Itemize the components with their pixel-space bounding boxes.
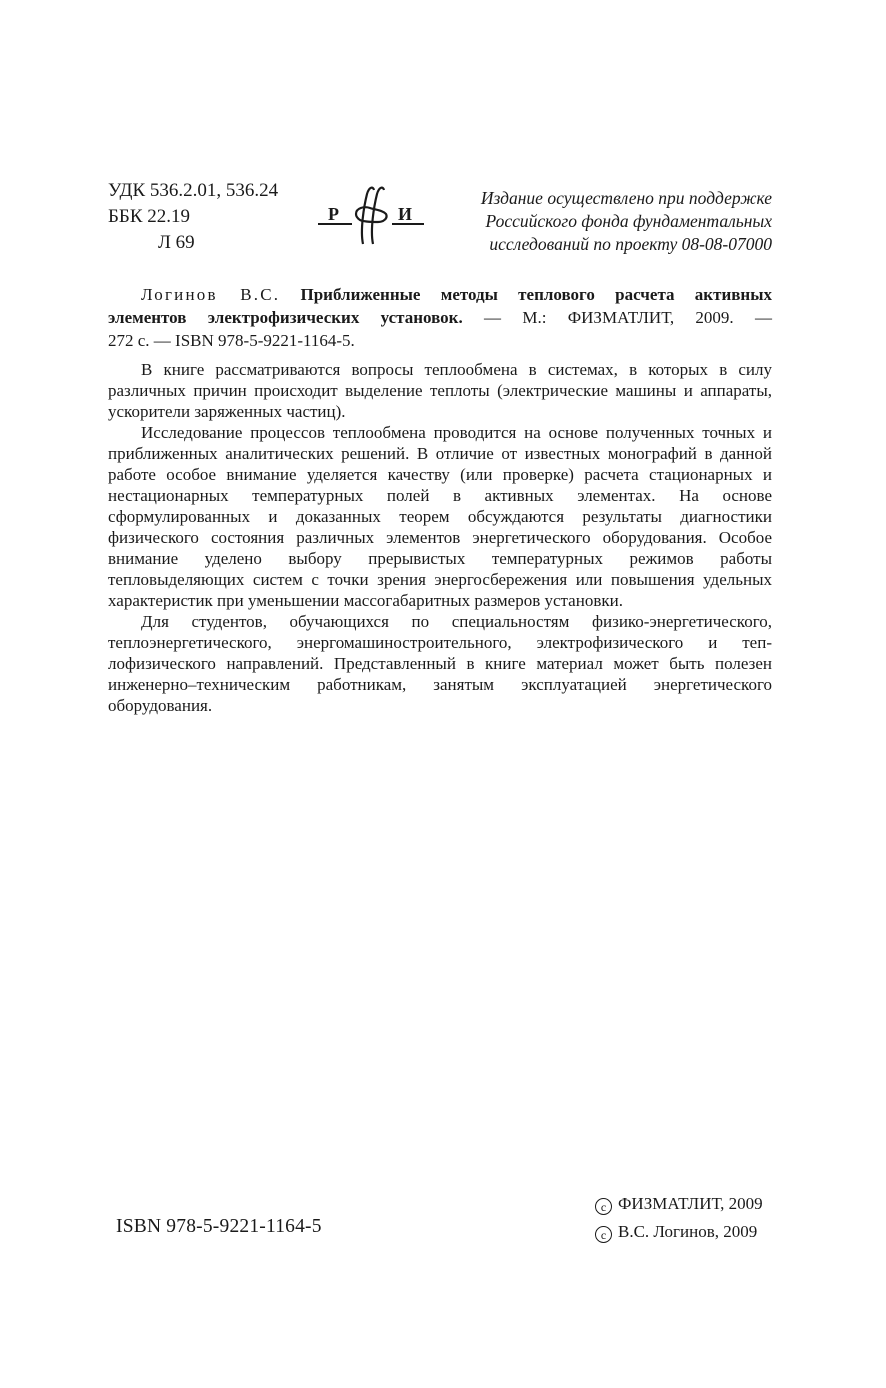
logo-letter-r: Р bbox=[328, 204, 339, 224]
copyright-icon: c bbox=[595, 1198, 612, 1215]
copyright-icon: c bbox=[595, 1226, 612, 1243]
classification-block bbox=[108, 178, 278, 256]
bib-line-1 bbox=[108, 283, 772, 306]
copyright-publisher-text: ФИЗМАТЛИТ, 2009 bbox=[618, 1194, 763, 1213]
bibliographic-record bbox=[108, 283, 772, 352]
logo-letter-i: И bbox=[398, 204, 413, 224]
bib-line-2 bbox=[108, 306, 772, 329]
logo-ff-glyph bbox=[356, 188, 387, 244]
bib-title-part-1: Приближенные методы теплового расчета активных bbox=[300, 285, 772, 304]
copyright-author-text: В.С. Логинов, 2009 bbox=[618, 1222, 758, 1241]
annotation-paragraph-3: Для студентов, обучающихся по специальностям физико-энергетического, теплоэнергетического, энергомашиностроительного, электрофизического и теплофизического направлений. Представленный в книге материал может быть полезен инженерно–техническим работникам, занятым эксплуатацией энергетического оборудования. bbox=[108, 612, 772, 715]
udk-code: УДК 536.2.01, 536.24 bbox=[108, 180, 279, 201]
support-note bbox=[432, 187, 772, 256]
support-note-line-2: Российского фонда фундаментальных bbox=[485, 211, 772, 231]
author-mark: Л 69 bbox=[158, 232, 195, 253]
copyright-block bbox=[595, 1190, 763, 1246]
annotation-paragraph-1: В книге рассматриваются вопросы теплообмена в системах, в которых в силу различных причин происходит выделение теплоты (электрические машины и аппараты, ускорители заряженных частиц). bbox=[108, 360, 772, 421]
bib-title-part-2: элементов электрофизических установок. bbox=[108, 308, 463, 327]
annotation-paragraph-2: Исследование процессов теплообмена проводится на основе полученных точных и приближенных аналитических решений. В отличие от известных монографий в данной работе особое внимание уделяется качеству (или проверке) расчета стационарных и нестационарных температурных полей в активных элементах. На основе сформулированных и доказанных теорем обсуждаются результаты диагностики физического состояния различных элементов энергетического оборудования. Особое внимание уделено выбору прерывистых температурных режимов работы тепловыделяющих систем с точки зрения энергосбережения или повышения удельных характеристик при уменьшении массогабаритных размеров установки. bbox=[108, 423, 772, 610]
copyright-author bbox=[595, 1218, 763, 1246]
support-note-line-3: исследований по проекту 08-08-07000 bbox=[489, 234, 772, 254]
isbn-number: ISBN 978-5-9221-1164-5 bbox=[116, 1216, 322, 1237]
annotation bbox=[108, 359, 772, 716]
support-note-line-1: Издание осуществлено при поддержке bbox=[480, 188, 772, 208]
bib-pages-isbn: 272 с. — ISBN 978-5-9221-1164-5. bbox=[108, 331, 355, 350]
rffi-logo-icon bbox=[316, 184, 426, 248]
rffi-logo-svg bbox=[316, 184, 426, 248]
bbk-code: ББК 22.19 bbox=[108, 206, 190, 227]
bib-author: Логинов В.С. bbox=[141, 285, 281, 304]
copyright-publisher bbox=[595, 1190, 763, 1218]
bib-publisher: — М.: ФИЗМАТЛИТ, 2009. — bbox=[462, 308, 772, 327]
